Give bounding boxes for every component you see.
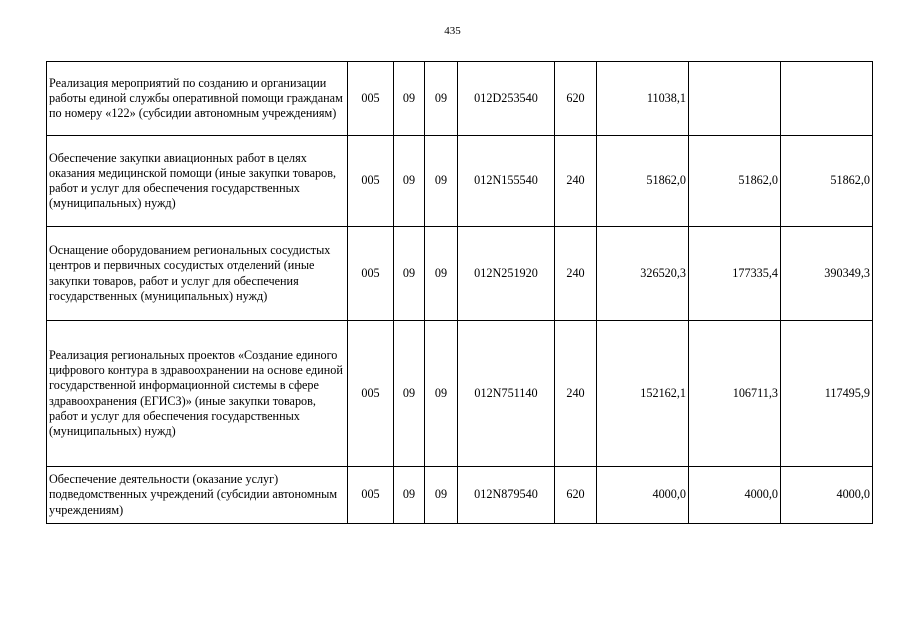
section-code: 09	[394, 321, 425, 467]
target-article-code: 012N155540	[458, 136, 555, 227]
table-row	[47, 136, 873, 227]
table-row	[47, 227, 873, 321]
expense-type-code: 620	[555, 62, 597, 136]
amount-1: 4000,0	[597, 467, 689, 524]
row-description: Реализация мероприятий по созданию и организации работы единой службы оперативной помощи гражданам по номеру «122» (субсидии автономным учреждениям)	[47, 62, 348, 136]
row-description: Реализация региональных проектов «Создание единого цифрового контура в здравоохранении на основе единой государственной информационной системы в сфере здравоохранения (ЕГИСЗ)» (иные закупки товаров, работ и услуг для обеспечения государственных (муниципальных) нужд)	[47, 321, 348, 467]
target-article-code: 012D253540	[458, 62, 555, 136]
section-code: 09	[394, 227, 425, 321]
expense-type-code: 240	[555, 136, 597, 227]
section-code: 09	[394, 136, 425, 227]
ministry-code: 005	[348, 321, 394, 467]
table-row	[47, 62, 873, 136]
amount-1: 152162,1	[597, 321, 689, 467]
section-code: 09	[394, 62, 425, 136]
amount-3: 390349,3	[781, 227, 873, 321]
section-code: 09	[394, 467, 425, 524]
ministry-code: 005	[348, 467, 394, 524]
amount-3: 117495,9	[781, 321, 873, 467]
amount-2: 4000,0	[689, 467, 781, 524]
page-number: 435	[444, 25, 461, 37]
expense-type-code: 620	[555, 467, 597, 524]
subsection-code: 09	[425, 467, 458, 524]
budget-table	[46, 61, 873, 524]
row-description: Обеспечение деятельности (оказание услуг) подведомственных учреждений (субсидии автономным учреждениям)	[47, 467, 348, 524]
row-description: Обеспечение закупки авиационных работ в целях оказания медицинской помощи (иные закупки товаров, работ и услуг для обеспечения государственных (муниципальных) нужд)	[47, 136, 348, 227]
amount-3: 51862,0	[781, 136, 873, 227]
amount-2: 106711,3	[689, 321, 781, 467]
amount-1: 11038,1	[597, 62, 689, 136]
subsection-code: 09	[425, 136, 458, 227]
subsection-code: 09	[425, 62, 458, 136]
expense-type-code: 240	[555, 321, 597, 467]
amount-2: 177335,4	[689, 227, 781, 321]
amount-1: 326520,3	[597, 227, 689, 321]
row-description: Оснащение оборудованием региональных сосудистых центров и первичных сосудистых отделений (иные закупки товаров, работ и услуг для обеспечения государственных (муниципальных) нужд)	[47, 227, 348, 321]
table-row	[47, 321, 873, 467]
amount-3	[781, 62, 873, 136]
table-row	[47, 467, 873, 524]
subsection-code: 09	[425, 227, 458, 321]
target-article-code: 012N879540	[458, 467, 555, 524]
ministry-code: 005	[348, 227, 394, 321]
subsection-code: 09	[425, 321, 458, 467]
ministry-code: 005	[348, 62, 394, 136]
amount-1: 51862,0	[597, 136, 689, 227]
target-article-code: 012N751140	[458, 321, 555, 467]
expense-type-code: 240	[555, 227, 597, 321]
target-article-code: 012N251920	[458, 227, 555, 321]
amount-2	[689, 62, 781, 136]
amount-2: 51862,0	[689, 136, 781, 227]
amount-3: 4000,0	[781, 467, 873, 524]
ministry-code: 005	[348, 136, 394, 227]
